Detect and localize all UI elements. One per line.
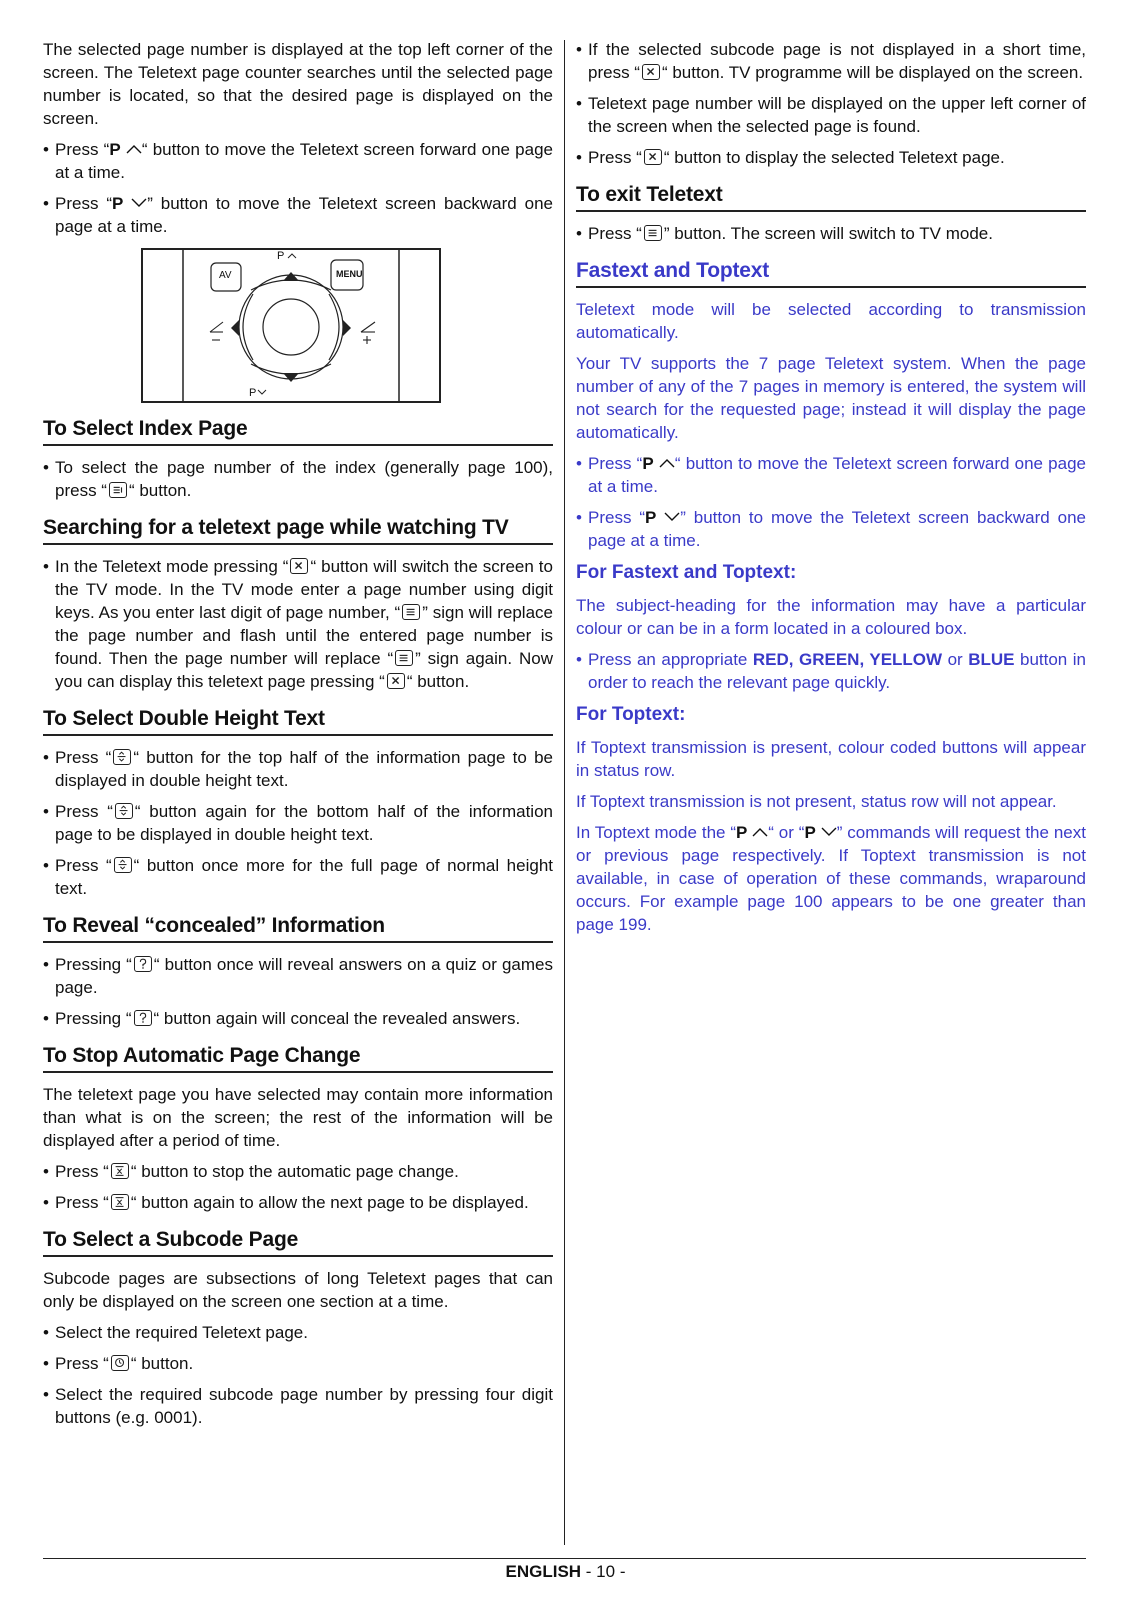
p-down-label: P xyxy=(249,387,257,399)
list-item: • In the Teletext mode pressing “ “ button will switch the screen to the TV mode. In the TV mode enter a page number using digit keys. As you enter last digit of page number, “ ” sign will replace the page number and flash until the entered page number is found. Then the page number will replace “ ” sign again. Now you can display this teletext page pressing “ “ button. xyxy=(43,557,553,691)
list-item: • Press “ “ button. xyxy=(43,1354,194,1373)
subcode-title: To Select a Subcode Page xyxy=(43,1228,553,1257)
list-item: • Press “P ” button to move the Teletext screen backward one page at a time. xyxy=(43,194,553,236)
toptext-p3: In Toptext mode the “P “ or “P ” commands will request the next or previous page respectively. If Toptext transmission is not available, in case of operation of these commands, wraparound occurs. For example page 100 appears to be one greater than page 199. xyxy=(576,823,1086,934)
teletext-icon xyxy=(402,604,420,620)
double-height-icon xyxy=(114,857,132,873)
toptext-p1: If Toptext transmission is present, colour coded buttons will appear in status row. xyxy=(576,738,1086,780)
stop-intro: The teletext page you have selected may contain more information than what is on the screen; the rest of the information will be displayed after a period of time. xyxy=(43,1085,553,1150)
fastext-p2: Your TV supports the 7 page Teletext system. When the page number of any of the 7 pages in memory is entered, the system will not search for the requested page; instead it will display the page automatically. xyxy=(576,354,1086,442)
reveal-icon xyxy=(134,1010,152,1026)
teletext-icon xyxy=(644,225,662,241)
toptext-subtitle: For Toptext: xyxy=(576,704,686,725)
fastext-toptext-subtitle: For Fastext and Toptext: xyxy=(576,562,797,583)
footer-language: ENGLISH xyxy=(505,1562,582,1581)
list-item: • If the selected subcode page is not displayed in a short time, press “ “ button. TV programme will be displayed on the screen. xyxy=(576,40,1086,82)
list-item: • Teletext page number will be displayed on the upper left corner of the screen when the selected page is found. xyxy=(576,94,1086,136)
intro-paragraph: The selected page number is displayed at the top left corner of the screen. The Teletext page counter searches until the selected page number is located, so that the desired page is displayed on the screen. xyxy=(43,40,553,128)
list-item: • Press “ “ button again to allow the next page to be displayed. xyxy=(43,1193,529,1212)
cancel-icon xyxy=(642,64,660,80)
reveal-icon xyxy=(134,956,152,972)
list-item: • Press “ ” button. The screen will switch to TV mode. xyxy=(576,224,993,243)
hold-icon xyxy=(111,1194,129,1210)
menu-button: MENU xyxy=(336,269,363,279)
p-up-label: P xyxy=(277,250,285,262)
list-item: • Press “P ” button to move the Teletext screen backward one page at a time. xyxy=(576,508,1086,550)
subcode-intro: Subcode pages are subsections of long Teletext pages that can only be displayed on the screen one section at a time. xyxy=(43,1269,553,1311)
cancel-icon xyxy=(290,558,308,574)
reveal-title: To Reveal “concealed” Information xyxy=(43,914,553,943)
toptext-p2: If Toptext transmission is not present, status row will not appear. xyxy=(576,792,1057,811)
chevron-up-icon xyxy=(126,144,142,154)
fastext-toptext-p: The subject-heading for the information may have a particular colour or can be in a form located in a coloured box. xyxy=(576,596,1086,638)
list-item: • Press “P “ button to move the Teletext screen forward one page at a time. xyxy=(576,454,1086,496)
teletext-icon xyxy=(395,650,413,666)
hold-icon xyxy=(111,1163,129,1179)
av-button: AV xyxy=(219,270,232,281)
exit-title: To exit Teletext xyxy=(576,183,1086,212)
fastext-title: Fastext and Toptext xyxy=(576,259,1086,288)
list-item: • Select the required Teletext page. xyxy=(43,1323,308,1342)
remote-control-illustration xyxy=(141,248,441,403)
chevron-up-icon xyxy=(659,458,675,468)
list-item: • Pressing “ “ button again will conceal the revealed answers. xyxy=(43,1009,521,1028)
list-item: • Press an appropriate RED, GREEN, YELLOW or BLUE button in order to reach the relevant page quickly. xyxy=(576,650,1086,692)
chevron-up-icon xyxy=(752,827,768,837)
list-item: • Press “ “ button to stop the automatic page change. xyxy=(43,1162,459,1181)
footer-rule xyxy=(43,1558,1086,1559)
fastext-p1: Teletext mode will be selected according to transmission automatically. xyxy=(576,300,1086,342)
chevron-down-icon xyxy=(131,198,147,208)
index-icon xyxy=(109,482,127,498)
cancel-icon xyxy=(644,149,662,165)
double-title: To Select Double Height Text xyxy=(43,707,553,736)
stop-title: To Stop Automatic Page Change xyxy=(43,1044,553,1073)
list-item: • Select the required subcode page number by pressing four digit buttons (e.g. 0001). xyxy=(43,1385,553,1427)
double-height-icon xyxy=(115,803,133,819)
list-item: • Press “ “ button to display the selected Teletext page. xyxy=(576,148,1005,167)
chevron-down-icon xyxy=(821,827,837,837)
list-item: • Press “P “ button to move the Teletext screen forward one page at a time. xyxy=(43,140,553,182)
search-title: Searching for a teletext page while watching TV xyxy=(43,516,553,545)
subcode-clock-icon xyxy=(111,1355,129,1371)
column-divider xyxy=(564,40,565,1545)
left-column xyxy=(43,38,553,1437)
list-item: • To select the page number of the index (generally page 100), press “ “ button. xyxy=(43,458,553,500)
list-item: • Press “ “ button for the top half of the information page to be displayed in double height text. xyxy=(43,748,553,790)
list-item: • Press “ “ button again for the bottom half of the information page to be displayed in double height text. xyxy=(43,802,553,844)
list-item: • Press “ “ button once more for the full page of normal height text. xyxy=(43,856,553,898)
index-title: To Select Index Page xyxy=(43,417,553,446)
list-item: • Pressing “ “ button once will reveal answers on a quiz or games page. xyxy=(43,955,553,997)
page-number: - 10 - xyxy=(581,1562,626,1581)
cancel-icon xyxy=(387,673,405,689)
right-column xyxy=(576,38,1086,944)
chevron-down-icon xyxy=(664,512,680,522)
double-height-icon xyxy=(113,749,131,765)
page-footer xyxy=(0,1562,1131,1582)
